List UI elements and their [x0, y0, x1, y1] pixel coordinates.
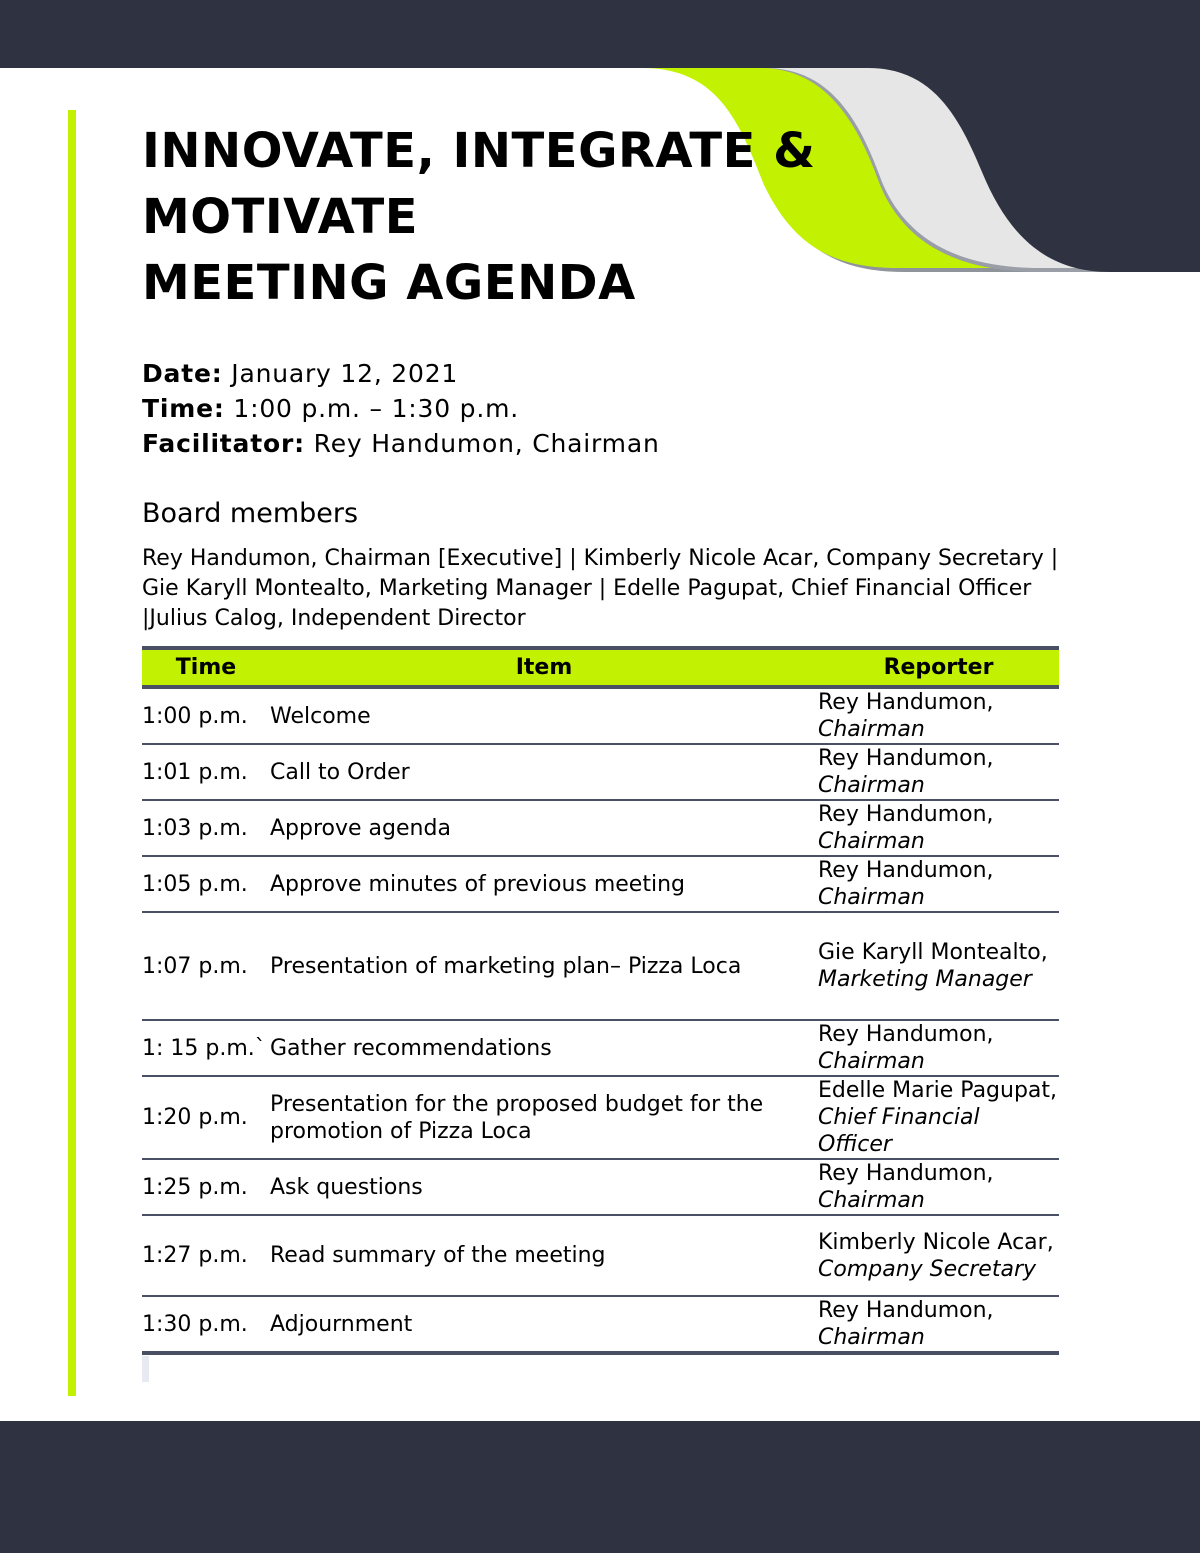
agenda-time: 1:27 p.m.	[142, 1215, 270, 1296]
title-line-2: MOTIVATE	[142, 189, 419, 245]
agenda-reporter	[818, 1020, 1059, 1076]
agenda-item: Call to Order	[270, 744, 818, 800]
agenda-item: Presentation of marketing plan– Pizza Loca	[270, 912, 818, 1020]
reporter-title: Company Secretary	[818, 1256, 1037, 1282]
agenda-item: Approve minutes of previous meeting	[270, 856, 818, 912]
facilitator-value: Rey Handumon, Chairman	[313, 429, 660, 458]
board-members-list: Rey Handumon, Chairman [Executive] | Kimberly Nicole Acar, Company Secretary | Gie Karyll Montealto, Marketing Manager | Edelle Pagupat, Chief Financial Officer |Julius Calog, Independent Director	[142, 546, 1059, 631]
agenda-reporter	[818, 1159, 1059, 1215]
agenda-row	[142, 1020, 1059, 1076]
agenda-time: 1:07 p.m.	[142, 912, 270, 1020]
date-value: January 12, 2021	[231, 359, 459, 388]
date-row	[142, 356, 660, 391]
reporter-name: Rey Handumon,	[818, 1298, 994, 1323]
board-members-heading: Board members	[142, 498, 359, 529]
agenda-item: Presentation for the proposed budget for the promotion of Pizza Loca	[270, 1076, 818, 1159]
reporter-name: Gie Karyll Montealto,	[818, 940, 1048, 965]
facilitator-row	[142, 426, 660, 461]
agenda-row	[142, 1296, 1059, 1353]
reporter-name: Edelle Marie Pagupat,	[818, 1078, 1058, 1103]
agenda-header-row	[142, 648, 1059, 687]
reporter-title: Chairman	[818, 1325, 925, 1350]
reporter-title: Chairman	[818, 1049, 925, 1074]
text-cursor-mark	[142, 1356, 149, 1382]
agenda-reporter	[818, 1296, 1059, 1353]
agenda-reporter	[818, 912, 1059, 1020]
reporter-title: Chairman	[818, 885, 925, 910]
agenda-reporter	[818, 800, 1059, 856]
agenda-time: 1:01 p.m.	[142, 744, 270, 800]
header-time: Time	[142, 648, 270, 687]
time-value: 1:00 p.m. – 1:30 p.m.	[233, 394, 519, 423]
agenda-time: 1:25 p.m.	[142, 1159, 270, 1215]
agenda-row	[142, 687, 1059, 744]
agenda-row	[142, 912, 1059, 1020]
facilitator-label: Facilitator:	[142, 429, 305, 458]
meeting-details	[142, 356, 660, 461]
agenda-time: 1:05 p.m.	[142, 856, 270, 912]
agenda-table	[142, 646, 1059, 1355]
reporter-name: Rey Handumon,	[818, 1161, 994, 1186]
agenda-item: Ask questions	[270, 1159, 818, 1215]
agenda-item: Read summary of the meeting	[270, 1215, 818, 1296]
agenda-row	[142, 800, 1059, 856]
date-label: Date:	[142, 359, 223, 388]
reporter-title: Chief Financial Officer	[818, 1105, 980, 1157]
agenda-time: 1:00 p.m.	[142, 687, 270, 744]
reporter-name: Rey Handumon,	[818, 802, 994, 827]
reporter-name: Rey Handumon,	[818, 690, 994, 715]
agenda-row	[142, 744, 1059, 800]
reporter-name: Rey Handumon,	[818, 746, 994, 771]
agenda-item: Gather recommendations	[270, 1020, 818, 1076]
title-line-3: MEETING AGENDA	[142, 255, 636, 311]
agenda-reporter	[818, 744, 1059, 800]
agenda-reporter	[818, 687, 1059, 744]
agenda-time: 1:30 p.m.	[142, 1296, 270, 1353]
agenda-item: Adjournment	[270, 1296, 818, 1353]
reporter-title: Marketing Manager	[818, 967, 1032, 992]
accent-bar	[68, 110, 76, 1396]
agenda-item: Welcome	[270, 687, 818, 744]
header-item: Item	[270, 648, 818, 687]
header-reporter: Reporter	[818, 648, 1059, 687]
page-title	[142, 118, 815, 316]
reporter-name: Kimberly Nicole Acar,	[818, 1229, 1054, 1255]
agenda-time: 1: 15 p.m.`	[142, 1020, 270, 1076]
agenda-reporter	[818, 856, 1059, 912]
agenda-row	[142, 1215, 1059, 1296]
agenda-item: Approve agenda	[270, 800, 818, 856]
reporter-title: Chairman	[818, 1188, 925, 1213]
agenda-time: 1:20 p.m.	[142, 1076, 270, 1159]
reporter-title: Chairman	[818, 717, 925, 742]
reporter-title: Chairman	[818, 829, 925, 854]
title-line-1: INNOVATE, INTEGRATE &	[142, 123, 816, 179]
agenda-reporter	[818, 1215, 1059, 1296]
reporter-title: Chairman	[818, 773, 925, 798]
agenda-time: 1:03 p.m.	[142, 800, 270, 856]
reporter-name: Rey Handumon,	[818, 1022, 994, 1047]
agenda-row	[142, 856, 1059, 912]
agenda-row	[142, 1076, 1059, 1159]
time-label: Time:	[142, 394, 225, 423]
agenda-reporter	[818, 1076, 1059, 1159]
footer-band	[0, 1421, 1200, 1553]
time-row	[142, 391, 660, 426]
reporter-name: Rey Handumon,	[818, 858, 994, 883]
agenda-row	[142, 1159, 1059, 1215]
